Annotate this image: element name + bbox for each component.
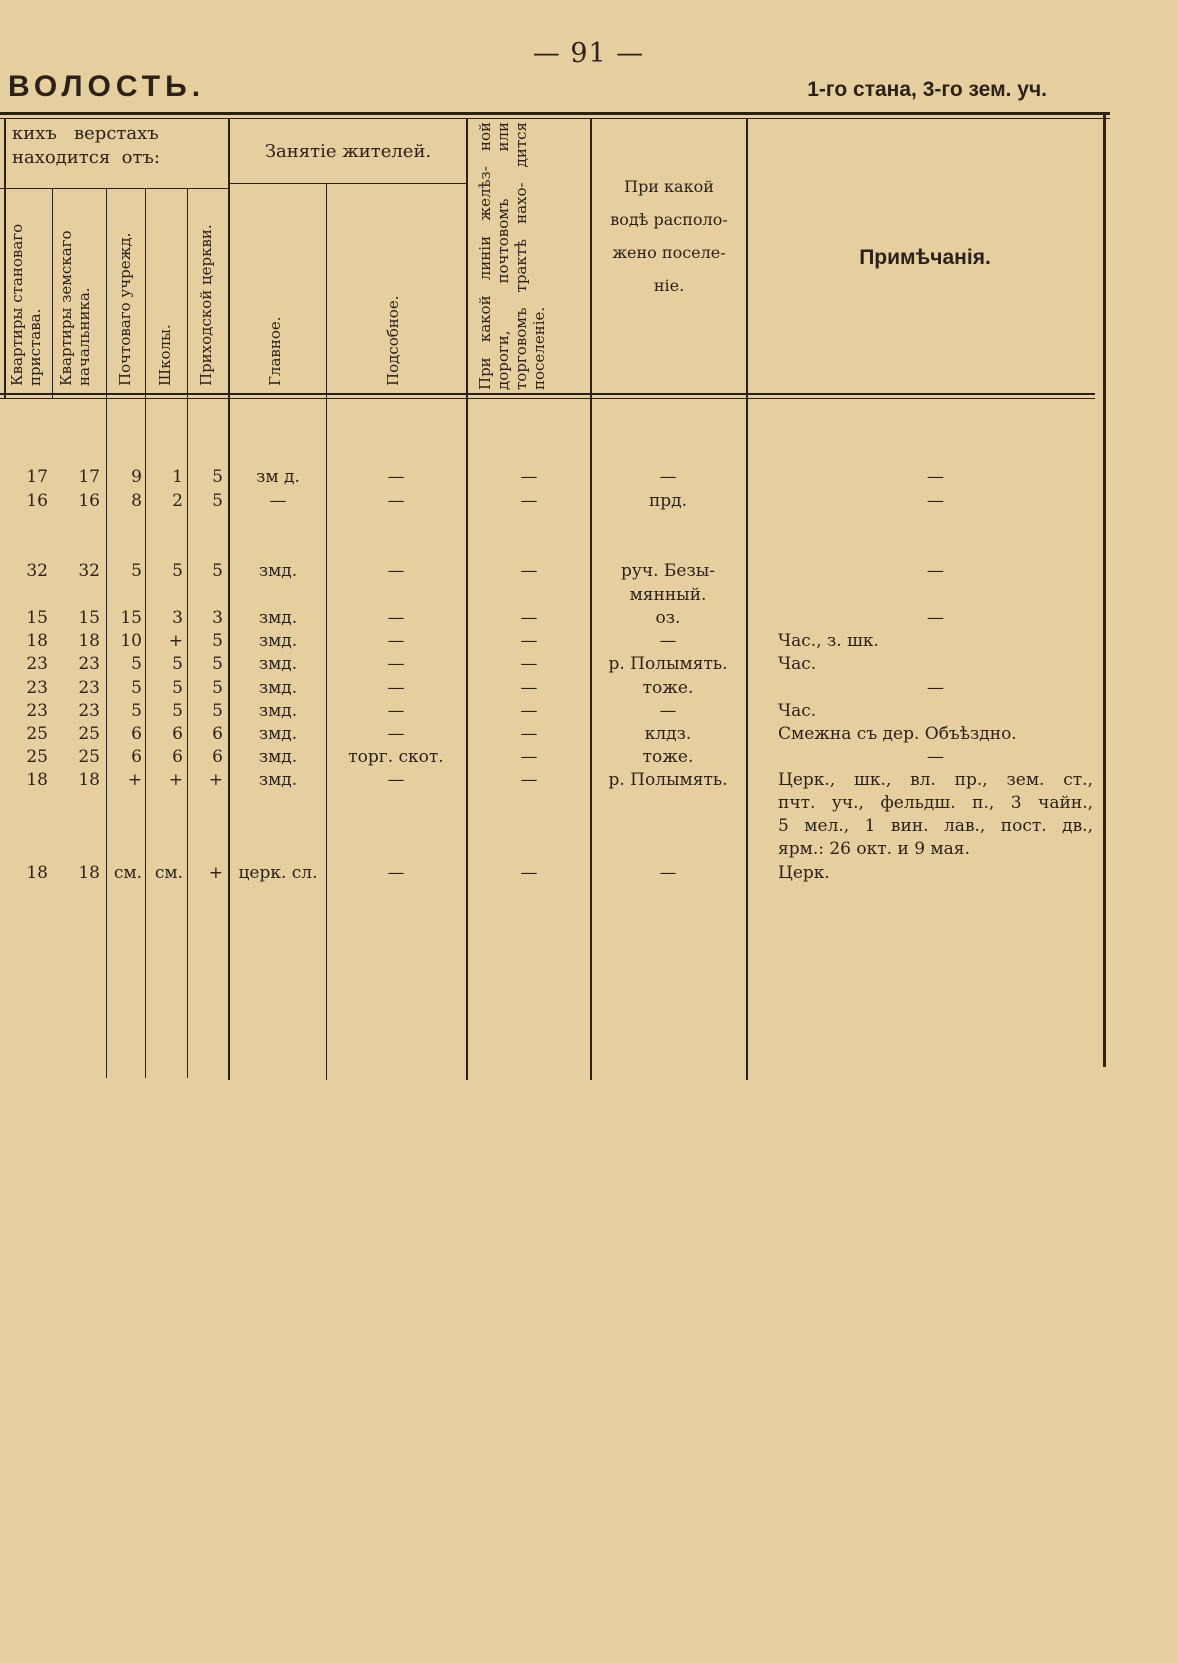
table-top-rule-thin (0, 118, 1110, 119)
cell-c3: 10 (120, 631, 142, 651)
cell-c4: 6 (172, 747, 183, 767)
cell-road: — (520, 747, 538, 767)
cell-sec: — (387, 701, 405, 721)
page-number: — 91 — (532, 38, 645, 69)
cell-c1: 18 (26, 770, 48, 790)
cell-water: прд. (648, 491, 688, 511)
cell-water: тоже. (642, 678, 694, 698)
cell-sec: — (387, 631, 405, 651)
header-secondary: Подсобное. (384, 295, 402, 386)
cell-c5: 5 (212, 491, 223, 511)
col-rule-7 (466, 118, 468, 1080)
cell-c1: 17 (26, 467, 48, 487)
cell-road: — (520, 561, 538, 581)
page-subtitle: 1-го стана, 3-го зем. уч. (807, 78, 1047, 101)
distance-group-header (12, 122, 224, 170)
cell-c4: + (168, 631, 183, 651)
col-rule-1 (52, 188, 53, 398)
cell-c1: 23 (26, 654, 48, 674)
cell-main: змд. (258, 608, 298, 628)
cell-note: Час. (778, 701, 817, 721)
cell-road: — (520, 608, 538, 628)
cell-c5: 3 (212, 608, 223, 628)
cell-c3: 5 (131, 678, 142, 698)
distance-group-rule (0, 188, 228, 189)
cell-c4: 5 (172, 678, 183, 698)
cell-c5: 6 (212, 747, 223, 767)
cell-c1: 25 (26, 747, 48, 767)
page-title: ВОЛОСТЬ. (8, 70, 206, 103)
cell-water: руч. Безы- (620, 561, 716, 581)
cell-main: змд. (258, 770, 298, 790)
header-bottom-rule-thin (0, 398, 1095, 399)
cell-c3: 15 (120, 608, 142, 628)
cell-c3: 8 (131, 491, 142, 511)
cell-road: — (520, 654, 538, 674)
header-water-line3: жено поселе- (612, 243, 726, 262)
cell-c2: 25 (78, 724, 100, 744)
cell-water: — (659, 467, 677, 487)
header-stanovoy: Квартиры становаго пристава. (8, 223, 44, 386)
cell-sec: — (387, 608, 405, 628)
cell-main: змд. (258, 724, 298, 744)
cell-water: — (659, 631, 677, 651)
cell-main: змд. (258, 631, 298, 651)
cell-water: тоже. (642, 747, 694, 767)
cell-sec: — (387, 654, 405, 674)
cell-main: церк. сл. (238, 863, 318, 883)
cell-c3: 5 (131, 701, 142, 721)
cell-note: Час., з. шк. (778, 631, 879, 651)
cell-c3: 6 (131, 747, 142, 767)
header-water-line1: При какой (624, 177, 714, 196)
cell-note: Церк., шк., вл. пр., зем. ст., (778, 770, 1093, 790)
cell-c4: 5 (172, 654, 183, 674)
cell-note: — (927, 491, 944, 511)
distance-group-line1: кихъ верстахъ (12, 123, 159, 144)
cell-c3: 5 (131, 561, 142, 581)
cell-note: Смежна съ дер. Объѣздно. (778, 724, 1017, 744)
cell-c2: 32 (78, 561, 100, 581)
header-water-line2: водѣ располо- (610, 210, 728, 229)
cell-note: Церк. (778, 863, 830, 883)
cell-note: — (927, 747, 944, 767)
cell-water: оз. (655, 608, 681, 628)
cell-water: — (659, 863, 677, 883)
cell-note: ярм.: 26 окт. и 9 мая. (778, 839, 970, 859)
col-rule-5 (228, 118, 230, 1080)
cell-c2: 18 (78, 631, 100, 651)
cell-road: — (520, 724, 538, 744)
cell-c1: 18 (26, 863, 48, 883)
cell-sec: торг. скот. (348, 747, 444, 767)
cell-road: — (520, 770, 538, 790)
cell-c3: 9 (131, 467, 142, 487)
cell-water: р. Полымять. (608, 654, 728, 674)
cell-c5: 6 (212, 724, 223, 744)
col-rule-right (1103, 112, 1106, 1067)
cell-c3: см. (113, 863, 142, 883)
cell-c2: 23 (78, 678, 100, 698)
col-rule-left (4, 118, 6, 398)
cell-c3: 6 (131, 724, 142, 744)
header-main: Главное. (266, 316, 284, 386)
cell-road: — (520, 863, 538, 883)
cell-c5: + (208, 863, 223, 883)
header-school: Школы. (156, 324, 174, 386)
col-rule-2 (106, 188, 107, 1078)
cell-c2: 16 (78, 491, 100, 511)
cell-note: Час. (778, 654, 817, 674)
cell-note: — (927, 467, 944, 487)
cell-c4: 6 (172, 724, 183, 744)
cell-main: змд. (258, 654, 298, 674)
cell-road: — (520, 631, 538, 651)
cell-note: 5 мел., 1 вин. лав., пост. дв., (778, 816, 1093, 836)
cell-c2: 23 (78, 701, 100, 721)
cell-main: зм д. (256, 467, 300, 487)
cell-c1: 25 (26, 724, 48, 744)
cell-c2: 15 (78, 608, 100, 628)
cell-note: — (927, 561, 944, 581)
header-water (594, 170, 744, 302)
cell-c3: 5 (131, 654, 142, 674)
table-top-rule (0, 112, 1110, 115)
header-notes: Примѣчанія. (859, 246, 991, 269)
cell-note: — (927, 678, 944, 698)
header-zemsky: Квартиры земскаго начальника. (57, 230, 93, 386)
cell-c4: 2 (172, 491, 183, 511)
cell-water: — (659, 701, 677, 721)
cell-c2: 23 (78, 654, 100, 674)
cell-water: клдз. (644, 724, 692, 744)
cell-c4: 5 (172, 561, 183, 581)
col-rule-3 (145, 188, 146, 1078)
cell-sec: — (387, 863, 405, 883)
cell-c4: 3 (172, 608, 183, 628)
cell-note: — (927, 608, 944, 628)
cell-c1: 23 (26, 701, 48, 721)
cell-road: — (520, 701, 538, 721)
cell-water: р. Полымять. (608, 770, 728, 790)
occupation-group-header: Занятіе жителей. (264, 141, 432, 162)
cell-road: — (520, 678, 538, 698)
cell-sec: — (387, 724, 405, 744)
cell-c4: 1 (172, 467, 183, 487)
cell-c5: 5 (212, 678, 223, 698)
header-church: Приходской церкви. (197, 224, 215, 386)
cell-c5: 5 (212, 631, 223, 651)
cell-c5: 5 (212, 561, 223, 581)
occupation-group-rule (230, 183, 467, 184)
distance-group-line2: находится отъ: (12, 147, 160, 168)
cell-c4: + (168, 770, 183, 790)
cell-c4: см. (154, 863, 183, 883)
cell-road: — (520, 467, 538, 487)
header-post: Почтоваго учрежд. (116, 232, 134, 386)
cell-sec: — (387, 561, 405, 581)
cell-c5: + (208, 770, 223, 790)
cell-c1: 18 (26, 631, 48, 651)
cell-sec: — (387, 678, 405, 698)
cell-c2: 18 (78, 863, 100, 883)
cell-c3: + (127, 770, 142, 790)
cell-c4: 5 (172, 701, 183, 721)
col-rule-9 (746, 118, 748, 1080)
cell-sec: — (387, 770, 405, 790)
cell-sec: — (387, 491, 405, 511)
cell-sec: — (387, 467, 405, 487)
cell-c2: 17 (78, 467, 100, 487)
cell-main: змд. (258, 678, 298, 698)
cell-c2: 25 (78, 747, 100, 767)
cell-c1: 16 (26, 491, 48, 511)
col-rule-6 (326, 183, 327, 1080)
cell-note: пчт. уч., фельдш. п., 3 чайн., (778, 793, 1093, 813)
header-water-line4: ніе. (653, 276, 685, 295)
cell-c5: 5 (212, 467, 223, 487)
cell-road: — (520, 491, 538, 511)
cell-c1: 15 (26, 608, 48, 628)
cell-c1: 23 (26, 678, 48, 698)
cell-water: мянный. (629, 585, 707, 605)
cell-c1: 32 (26, 561, 48, 581)
cell-main: — (269, 491, 287, 511)
header-road: При какой линіи желѣз- ной дороги, почтовомъ или торговомъ трактѣ нахо- дится поселеніе. (476, 122, 548, 390)
cell-c5: 5 (212, 701, 223, 721)
col-rule-4 (187, 188, 188, 1078)
cell-c2: 18 (78, 770, 100, 790)
header-bottom-rule (0, 393, 1095, 395)
cell-main: змд. (258, 561, 298, 581)
cell-main: змд. (258, 747, 298, 767)
cell-c5: 5 (212, 654, 223, 674)
cell-main: змд. (258, 701, 298, 721)
